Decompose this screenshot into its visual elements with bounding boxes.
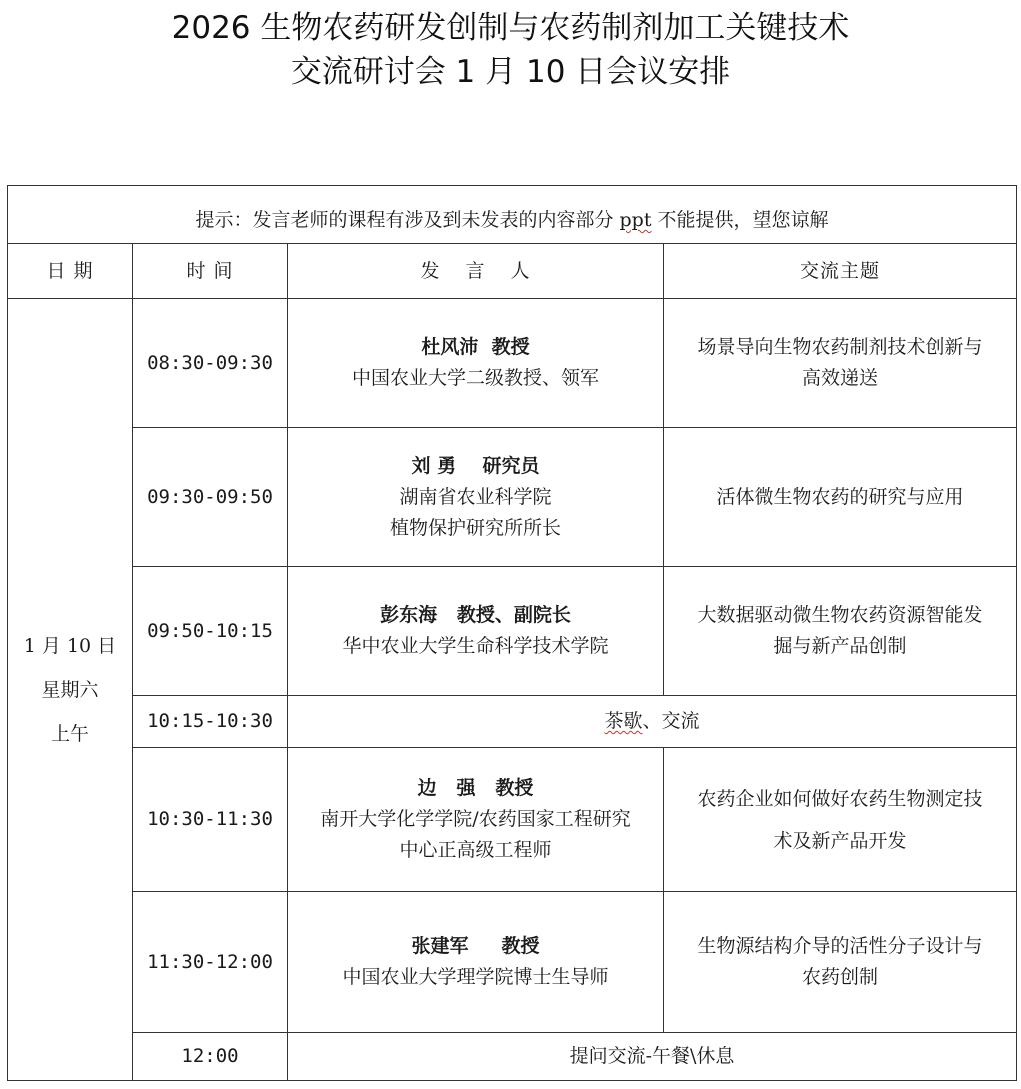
topic-line: 活体微生物农药的研究与应用 bbox=[716, 485, 964, 508]
header-row bbox=[8, 244, 1017, 299]
session-time: 09:50-10:15 bbox=[133, 567, 288, 696]
topic-line: 农药创制 bbox=[801, 966, 878, 988]
break-row bbox=[8, 696, 1017, 748]
notice-after: 不能提供，望您谅解 bbox=[651, 209, 829, 231]
session-time: 10:15-10:30 bbox=[133, 696, 288, 748]
speaker-affiliation: 植物保护研究所所长 bbox=[389, 516, 561, 539]
break-label: 茶歇 bbox=[604, 710, 643, 732]
page-title bbox=[0, 6, 1021, 94]
speaker-affiliation: 中国农业大学理学院博士生导师 bbox=[342, 966, 609, 988]
session-row bbox=[8, 748, 1017, 892]
session-time: 10:30-11:30 bbox=[133, 748, 288, 892]
topic-cell bbox=[664, 299, 1017, 428]
session-time: 11:30-12:00 bbox=[133, 892, 288, 1033]
header-time: 时 间 bbox=[133, 244, 288, 299]
session-row bbox=[8, 567, 1017, 696]
topic-cell bbox=[664, 892, 1017, 1033]
date-line: 1 月 10 日 bbox=[23, 634, 117, 657]
speaker-name: 彭东海 教授、副院长 bbox=[380, 604, 571, 626]
topic-cell bbox=[664, 748, 1017, 892]
session-row bbox=[8, 892, 1017, 1033]
break-cell bbox=[288, 696, 1017, 748]
weekday-line: 星期六 bbox=[41, 678, 99, 701]
title-line-2: 交流研讨会 1 月 10 日会议安排 bbox=[290, 54, 731, 90]
speaker-name: 张建军 教授 bbox=[411, 935, 540, 957]
break-label-rest: 、交流 bbox=[642, 710, 700, 732]
session-time: 09:30-09:50 bbox=[133, 428, 288, 567]
notice-row bbox=[8, 186, 1017, 244]
speaker-affiliation: 中心正高级工程师 bbox=[399, 839, 552, 861]
speaker-cell bbox=[288, 892, 664, 1033]
speaker-name: 杜风沛 教授 bbox=[421, 336, 530, 358]
closing-row bbox=[8, 1033, 1017, 1081]
speaker-name: 边 强 教授 bbox=[417, 777, 534, 799]
session-time: 12:00 bbox=[133, 1033, 288, 1081]
speaker-cell bbox=[288, 748, 664, 892]
speaker-affiliation: 华中农业大学生命科学技术学院 bbox=[342, 635, 609, 657]
topic-line: 掘与新产品创制 bbox=[773, 635, 907, 657]
header-topic: 交流主题 bbox=[664, 244, 1017, 299]
notice-text bbox=[8, 186, 1017, 244]
topic-line: 农药企业如何做好农药生物测定技 bbox=[697, 787, 983, 810]
topic-cell bbox=[664, 567, 1017, 696]
session-row bbox=[8, 428, 1017, 567]
period-line: 上午 bbox=[50, 722, 89, 745]
speaker-affiliation: 湖南省农业科学院 bbox=[399, 485, 552, 508]
topic-cell bbox=[664, 428, 1017, 567]
speaker-affiliation: 南开大学化学学院/农药国家工程研究 bbox=[320, 808, 631, 830]
session-row bbox=[8, 299, 1017, 428]
topic-line: 场景导向生物农药制剂技术创新与 bbox=[697, 336, 983, 358]
topic-line: 生物源结构介导的活性分子设计与 bbox=[697, 935, 983, 957]
speaker-cell bbox=[288, 299, 664, 428]
topic-line: 术及新产品开发 bbox=[773, 829, 907, 852]
date-cell bbox=[8, 299, 133, 1081]
topic-line: 大数据驱动微生物农药资源智能发 bbox=[697, 604, 983, 626]
closing-cell: 提问交流-午餐\休息 bbox=[288, 1033, 1017, 1081]
schedule-table bbox=[7, 185, 1017, 1081]
session-time: 08:30-09:30 bbox=[133, 299, 288, 428]
speaker-affiliation: 中国农业大学二级教授、领军 bbox=[351, 367, 599, 389]
notice-before: 提示：发言老师的课程有涉及到未发表的内容部分 bbox=[195, 209, 620, 231]
speaker-cell bbox=[288, 428, 664, 567]
title-line-1: 2026 生物农药研发创制与农药制剂加工关键技术 bbox=[171, 10, 850, 46]
header-speaker: 发 言 人 bbox=[288, 244, 664, 299]
speaker-cell bbox=[288, 567, 664, 696]
notice-ppt: ppt bbox=[619, 209, 652, 231]
header-date: 日 期 bbox=[8, 244, 133, 299]
topic-line: 高效递送 bbox=[801, 367, 878, 389]
speaker-name: 刘 勇 研究员 bbox=[411, 454, 540, 477]
